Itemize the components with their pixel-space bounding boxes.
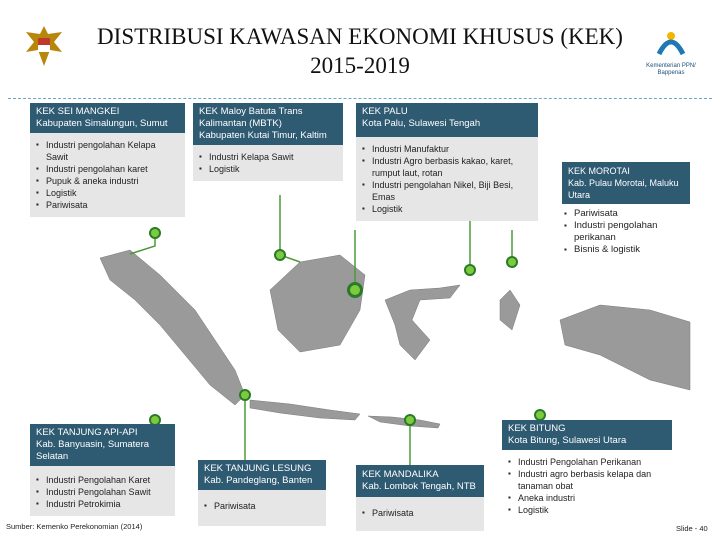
kek-morotai-card — [562, 162, 690, 260]
logo-text-1: Kementerian PPN/ — [646, 63, 696, 69]
list-item: ▪ Industri pengolahan Kelapa Sawit — [36, 139, 179, 163]
slide-number: Slide - 40 — [676, 524, 708, 533]
kek-location: Kab. Banyuasin, Sumatera Selatan — [36, 439, 150, 462]
java-island — [250, 400, 360, 420]
kek-name: KEK PALU — [362, 106, 408, 117]
source-note: Sumber: Kemenko Perekonomian (2014) — [6, 522, 143, 531]
kek-name: KEK TANJUNG LESUNG — [204, 463, 312, 474]
list-item: ▪ Industri pengolahan perikanan — [564, 220, 688, 244]
node-mandalika[interactable] — [404, 414, 416, 426]
node-maloy[interactable] — [274, 249, 286, 261]
node-sei-mangkei[interactable] — [149, 227, 161, 239]
kek-location: Kabupaten Simalungun, Sumut — [36, 118, 168, 129]
kek-name: KEK MOROTAI — [568, 166, 630, 176]
kek-tanjung-lesung-card — [198, 460, 326, 526]
kek-maloy-card — [193, 103, 343, 181]
kek-mandalika-card — [356, 465, 484, 531]
kek-location: Kab. Pandeglang, Banten — [204, 475, 313, 486]
list-item: ▪ Industri Pengolahan Karet — [36, 474, 169, 486]
list-item: ▪ Logistik — [199, 163, 337, 175]
kek-tanjung-api-api-card — [30, 424, 175, 516]
list-item: ▪ Logistik — [36, 187, 179, 199]
list-item: ▪ Logistik — [508, 504, 670, 516]
node-palu[interactable] — [347, 282, 363, 298]
kek-location: Kota Palu, Sulawesi Tengah — [362, 118, 481, 129]
maluku-islands — [500, 290, 520, 330]
node-morotai[interactable] — [506, 256, 518, 268]
title-line-2: 2015-2019 — [310, 53, 410, 78]
logo-text-2: Bappenas — [657, 70, 685, 76]
list-item: ▪ Pariwisata — [564, 208, 688, 220]
kek-location: Kabupaten Kutai Timur, Kaltim — [199, 130, 327, 141]
list-item: ▪ Industri Petrokimia — [36, 498, 169, 510]
list-item: ▪ Pariwisata — [204, 500, 320, 512]
kek-palu-card — [356, 103, 538, 221]
list-item: ▪ Aneka industri — [508, 492, 670, 504]
node-bitung-north[interactable] — [464, 264, 476, 276]
list-item: ▪ Industri Agro berbasis kakao, karet, rumput laut, rotan — [362, 155, 532, 179]
sulawesi-island — [385, 285, 460, 360]
kek-bitung-card — [502, 420, 672, 516]
kek-name: KEK BITUNG — [508, 423, 566, 434]
list-item: ▪ Industri pengolahan Nikel, Biji Besi, Emas — [362, 179, 532, 203]
list-item: ▪ Pariwisata — [36, 199, 179, 211]
list-item: ▪ Industri agro berbasis kelapa dan tanaman obat — [508, 468, 670, 492]
kalimantan-island — [270, 255, 365, 352]
kek-name: KEK TANJUNG API-API — [36, 427, 138, 438]
kek-location: Kab. Pulau Morotai, Maluku Utara — [568, 178, 679, 200]
sumatra-island — [100, 250, 245, 405]
list-item: ▪ Industri Manufaktur — [362, 143, 532, 155]
kek-name: KEK Maloy Batuta Trans Kalimantan (MBTK) — [199, 106, 303, 129]
papua-island — [560, 305, 690, 390]
list-item: ▪ Industri Kelapa Sawit — [199, 151, 337, 163]
list-item: ▪ Logistik — [362, 203, 532, 215]
list-item: ▪ Bisnis & logistik — [564, 244, 688, 256]
list-item: ▪ Pariwisata — [362, 507, 478, 519]
title-line-1: DISTRIBUSI KAWASAN EKONOMI KHUSUS (KEK) — [97, 24, 623, 49]
kek-sei-mangkei-card — [30, 103, 185, 217]
node-tanjung-lesung[interactable] — [239, 389, 251, 401]
list-item: ▪ Industri pengolahan karet — [36, 163, 179, 175]
kek-location: Kab. Lombok Tengah, NTB — [362, 481, 476, 492]
list-item: ▪ Industri Pengolahan Sawit — [36, 486, 169, 498]
kek-location: Kota Bitung, Sulawesi Utara — [508, 435, 627, 446]
kek-name: KEK SEI MANGKEI — [36, 106, 120, 117]
list-item: ▪ Industri Pengolahan Perikanan — [508, 456, 670, 468]
kek-name: KEK MANDALIKA — [362, 469, 439, 480]
list-item: ▪ Pupuk & aneka industri — [36, 175, 179, 187]
